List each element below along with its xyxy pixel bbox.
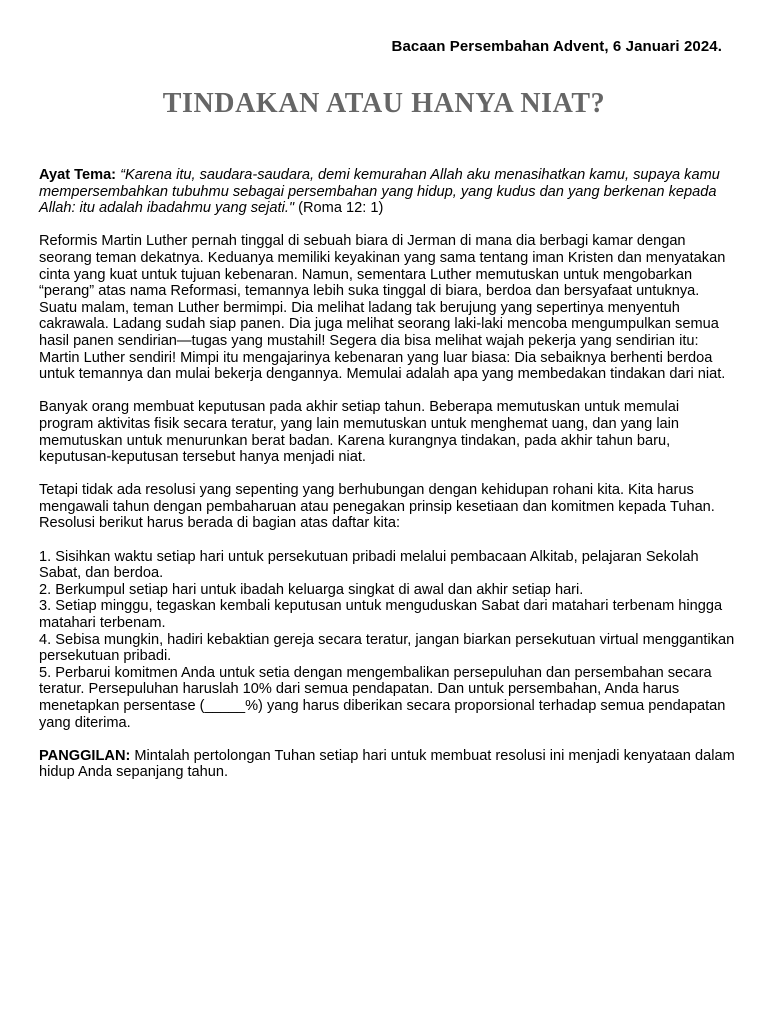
reading-header: Bacaan Persembahan Advent, 6 Januari 2024.	[391, 38, 722, 55]
theme-label: Ayat Tema:	[39, 167, 117, 183]
body-paragraph-luther: Reformis Martin Luther pernah tinggal di sebuah biara di Jerman di mana dia berbagi kamar dengan seorang teman dekatnya. Keduanya memiliki keyakinan yang sama tentang iman Kristen dan menyatakan cinta yang kuat untuk tujuan kebenaran. Namun, sementara Luther memutuskan untuk mengobarkan “perang” atas nama Reformasi, temannya lebih suka tinggal di biara, berdoa dan bersyafaat untuknya. Suatu malam, teman Luther bermimpi. Dia melihat ladang tak berujung yang sepertinya menyentuh cakrawala. Ladang sudah siap panen. Dia juga melihat seorang laki-laki mencoba mengumpulkan semua hasil panen sendirian—tugas yang mustahil! Segera dia bisa melihat wajah pekerja yang sendirian itu: Martin Luther sendiri! Mimpi itu mengajarinya kebenaran yang luar biasa: Dia sebaiknya berhenti berdoa untuk temannya dan mulai bekerja dengannya. Memulai adalah apa yang membedakan tindakan dari niat.	[39, 233, 726, 383]
call-text: Mintalah pertolongan Tuhan setiap hari untuk membuat resolusi ini menjadi kenyataan dalam hidup Anda sepanjang tahun.	[39, 747, 735, 781]
list-item: 1. Sisihkan waktu setiap hari untuk persekutuan pribadi melalui pembacaan Alkitab, pelajaran Sekolah Sabat, dan berdoa.	[39, 548, 699, 582]
body-paragraph-spiritual: Tetapi tidak ada resolusi yang sepenting yang berhubungan dengan kehidupan rohani kita. Kita harus mengawali tahun dengan pembaharuan atau penegakan prinsip kesetiaan dan komitmen kepada Tuhan. Resolusi berikut harus berada di bagian atas daftar kita:	[39, 482, 715, 532]
body-paragraph-resolutions: Banyak orang membuat keputusan pada akhir setiap tahun. Beberapa memutuskan untuk memulai program aktivitas fisik secara teratur, yang lain memutuskan untuk menghemat uang, dan yang lain memutuskan untuk menurunkan berat badan. Karena kurangnya tindakan, pada akhir tahun baru, keputusan-keputusan tersebut hanya menjadi niat.	[39, 399, 680, 466]
page-title: TINDAKAN ATAU HANYA NIAT?	[162, 88, 606, 119]
document-body	[39, 167, 735, 798]
theme-verse: “Karena itu, saudara-saudara, demi kemurahan Allah aku menasihatkan kamu, supaya kamu mempersembahkan tubuhmu sebagai persembahan yang hidup, yang kudus dan yang berkenan kepada Allah: itu adalah ibadahmu yang sejati."	[39, 167, 720, 217]
resolution-list	[39, 549, 735, 732]
list-item: 5. Perbarui komitmen Anda untuk setia dengan mengembalikan persepuluhan dan persembahan secara teratur. Persepuluhan haruslah 10% dari semua pendapatan. Dan untuk persembahan, Anda harus menetapkan persentase (_____%) yang harus diberikan secara proporsional terhadap semua pendapatan yang diterima.	[39, 664, 726, 731]
list-item: 4. Sebisa mungkin, hadiri kebaktian gereja secara teratur, jangan biarkan persekutuan virtual menggantikan persekutuan pribadi.	[39, 631, 735, 665]
list-item: 3. Setiap minggu, tegaskan kembali keputusan untuk menguduskan Sabat dari matahari terbenam hingga matahari terbenam.	[39, 598, 723, 632]
list-item: 2. Berkumpul setiap hari untuk ibadah keluarga singkat di awal dan akhir setiap hari.	[39, 581, 584, 598]
theme-verse-paragraph	[39, 167, 735, 217]
theme-reference: (Roma 12: 1)	[298, 200, 384, 217]
call-paragraph	[39, 748, 735, 781]
call-label: PANGGILAN:	[39, 747, 131, 764]
